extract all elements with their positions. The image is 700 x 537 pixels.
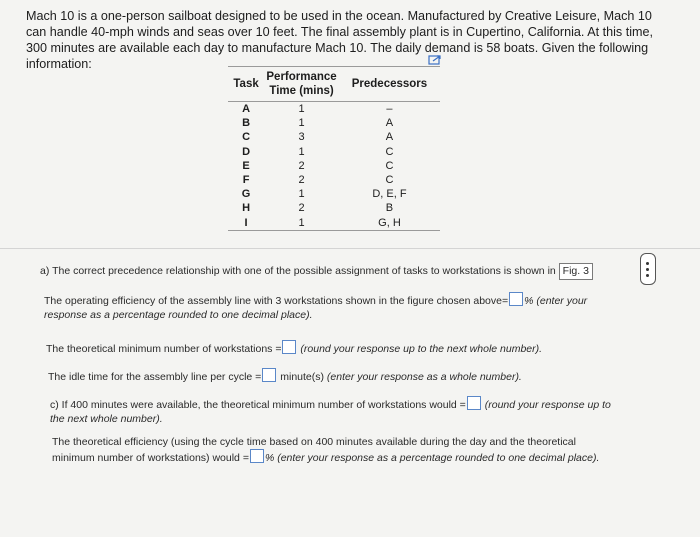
task-cell: H (242, 202, 251, 215)
task-cell: F (242, 174, 250, 187)
table-row (228, 173, 440, 187)
task-cell: D (242, 145, 251, 158)
part-c-text: c) If 400 minutes were available, the theoretical minimum number of workstations would = (50, 399, 466, 411)
efficiency-instructions: % (enter your response as a percentage rounded to one decimal place). (44, 295, 588, 321)
header-performance-time: Performance Time (mins) (266, 71, 337, 97)
efficiency-question (44, 292, 624, 322)
predecessor-cell: B (385, 202, 394, 215)
time-cell: 1 (298, 117, 305, 130)
theoretical-efficiency-instructions: % (enter your response as a percentage rounded to one decimal place). (264, 452, 600, 464)
table-row (228, 159, 440, 173)
figure-select-dropdown[interactable]: Fig. 3 (559, 263, 593, 280)
idle-time-input[interactable] (262, 368, 276, 382)
time-cell: 2 (298, 202, 305, 215)
part-a-text: a) The correct precedence relationship with one of the possible assignment of tasks to workstations is shown in (40, 265, 556, 277)
part-c (50, 396, 625, 426)
time-cell: 1 (298, 103, 305, 116)
part-c-instructions: (round your response up to the next whole number). (50, 399, 611, 425)
problem-statement: Mach 10 is a one-person sailboat designed to be used in the ocean. Manufactured by Creative Leisure, Mach 10 can handle 40-mph winds and seas over 10 feet. The final assembly plant is in Cupertino, California. At this time, 300 minutes are available each day to manufacture Mach 10. The daily demand is 58 boats. Given the following information: (26, 9, 653, 71)
predecessor-cell: C (385, 159, 394, 172)
predecessor-cell: G, H (378, 216, 401, 229)
part-a (40, 263, 630, 280)
task-cell: E (242, 159, 250, 172)
theoretical-efficiency-text: The theoretical efficiency (using the cycle time based on 400 minutes available during the day and the theoretical minimum number of workstations) would = (52, 436, 576, 464)
time-cell: 1 (298, 216, 305, 229)
min-workstations-input[interactable] (282, 340, 296, 354)
idle-time-instructions: (enter your response as a whole number). (326, 371, 522, 383)
time-cell: 2 (298, 159, 305, 172)
min-workstations-question (46, 340, 626, 356)
theoretical-efficiency-question (52, 435, 617, 465)
predecessor-cell: A (385, 131, 394, 144)
table-row (228, 102, 440, 117)
more-options-icon[interactable] (640, 253, 656, 285)
theoretical-efficiency-input[interactable] (250, 449, 264, 463)
predecessor-cell: – (386, 103, 393, 116)
predecessor-cell: D, E, F (372, 188, 407, 201)
idle-time-question (48, 368, 628, 384)
min-workstations-instructions: (round your response up to the next whole number). (300, 343, 543, 355)
table-row (228, 116, 440, 130)
table-row (228, 130, 440, 144)
predecessor-cell: A (385, 117, 394, 130)
table-row (228, 187, 440, 201)
time-cell: 3 (298, 131, 305, 144)
min-workstations-text: The theoretical minimum number of workstations = (46, 343, 282, 355)
table-row (228, 201, 440, 215)
predecessor-cell: C (385, 174, 394, 187)
predecessor-cell: C (385, 145, 394, 158)
task-cell: B (242, 117, 251, 130)
time-cell: 1 (298, 145, 305, 158)
idle-time-unit: minute(s) (280, 371, 324, 383)
efficiency-input[interactable] (509, 292, 523, 306)
efficiency-question-text: The operating efficiency of the assembly line with 3 workstations shown in the figure chosen above= (44, 295, 509, 307)
time-cell: 2 (298, 174, 305, 187)
task-cell: I (244, 216, 248, 229)
idle-time-text: The idle time for the assembly line per cycle = (48, 371, 262, 383)
task-cell: C (242, 131, 251, 144)
task-cell: G (241, 188, 251, 201)
part-c-input[interactable] (467, 396, 481, 410)
task-cell: A (242, 103, 251, 116)
table-row (228, 145, 440, 159)
section-divider (0, 248, 700, 249)
header-task: Task (233, 78, 259, 90)
table-row (228, 216, 440, 231)
header-predecessors: Predecessors (351, 78, 428, 90)
time-cell: 1 (298, 188, 305, 201)
task-table (228, 66, 440, 231)
